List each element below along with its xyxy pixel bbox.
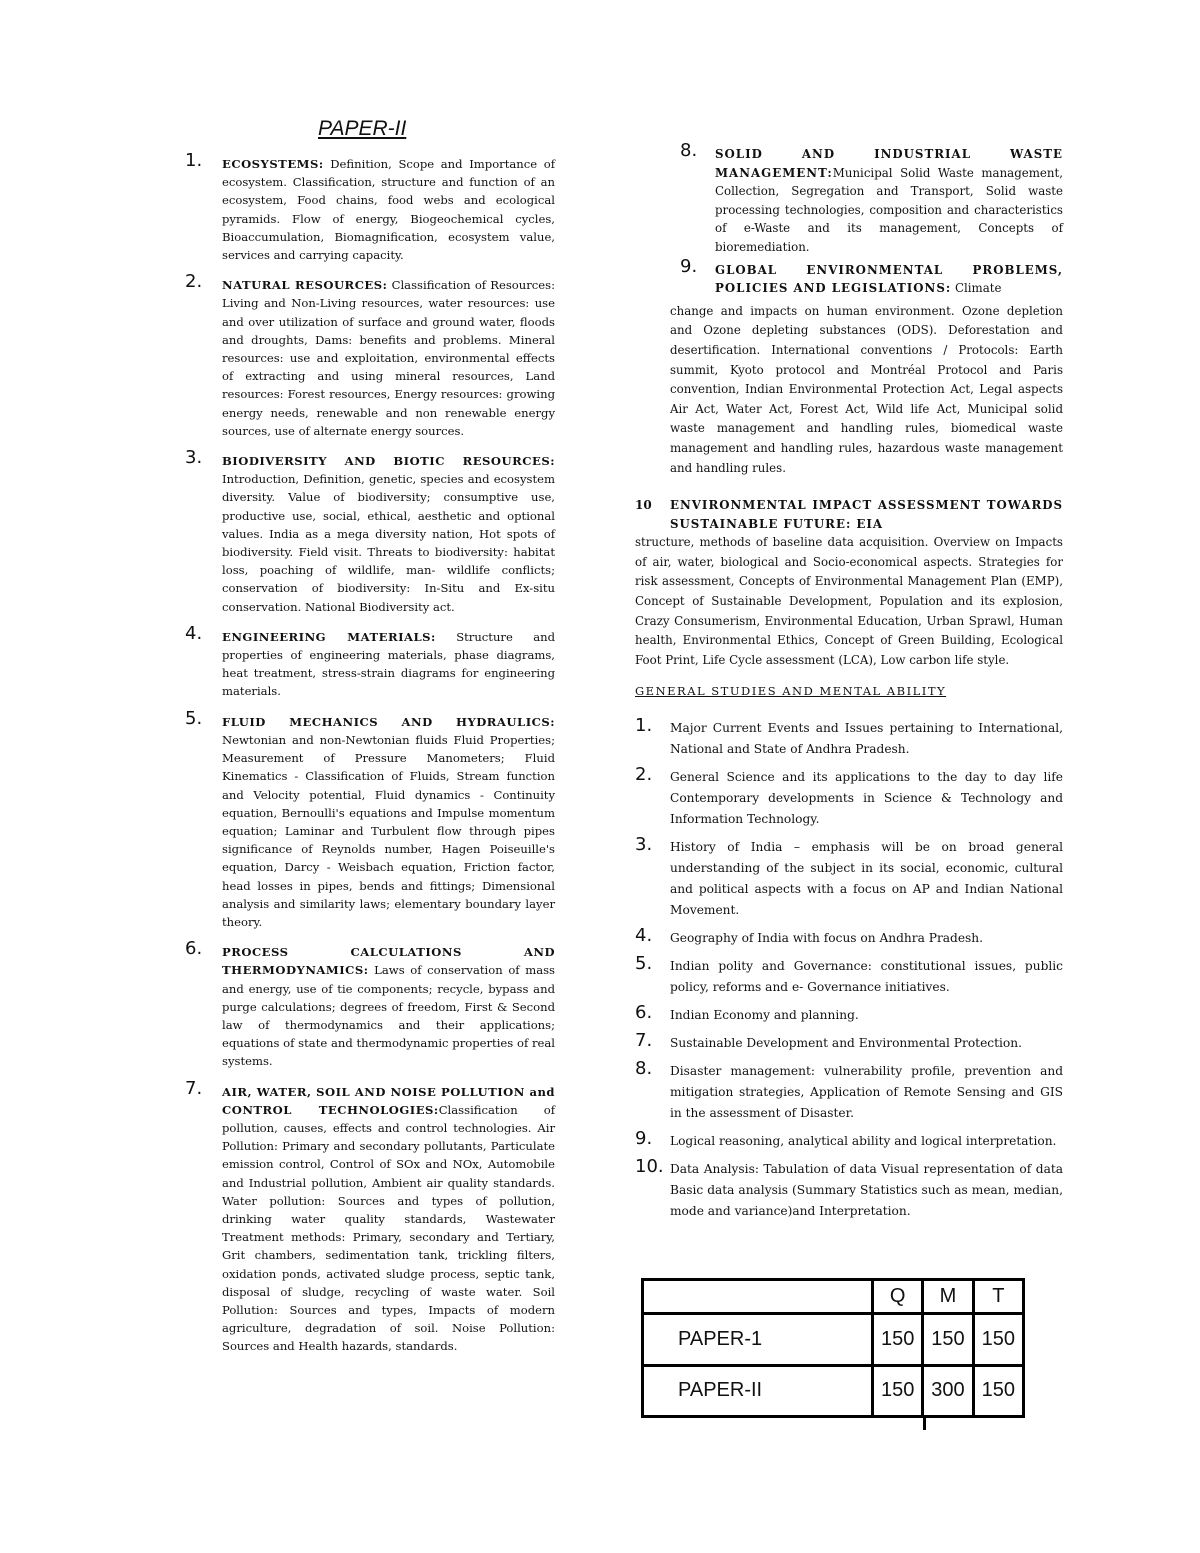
item-10 — [635, 496, 1063, 533]
item-text: Indian polity and Governance: constitutional issues, public policy, reforms and e- Governance initiatives. — [670, 959, 1063, 995]
item-number: 3. — [185, 447, 203, 469]
item-heading: ENGINEERING MATERIALS: — [222, 629, 436, 644]
general-studies-item — [635, 1030, 1063, 1054]
marks-header-row — [643, 1280, 1024, 1314]
general-studies-item — [635, 1058, 1063, 1124]
syllabus-item — [185, 447, 555, 616]
item-heading: GLOBAL ENVIRONMENTAL PROBLEMS, POLICIES AND LEGISLATIONS: — [715, 262, 1063, 296]
header-cell: Q — [873, 1280, 923, 1314]
item-body: Laws of conservation of mass and energy, use of tie components; recycle, bypass and purge calculations; degrees of freedom, First & Second law of thermodynamics and their applications; equations of state and thermodynamic properties of real systems. — [222, 963, 555, 1069]
item-text: Geography of India with focus on Andhra Pradesh. — [670, 931, 984, 946]
general-studies-item — [635, 764, 1063, 830]
m-cell: 150 — [923, 1314, 973, 1366]
header-cell — [643, 1280, 873, 1314]
item-number: 10. — [635, 1156, 664, 1178]
item-heading: FLUID MECHANICS AND HYDRAULICS: — [222, 714, 555, 729]
syllabus-item — [635, 255, 1063, 298]
item-body: Newtonian and non-Newtonian fluids Fluid Properties; Measurement of Pressure Manometers; Fluid Kinematics - Classification of Fluids, Stream function and Velocity potential, Fluid dynamics - Continuity equation, Bernoulli's equations and Impulse momentum equation; Laminar and Turbulent flow through pipes significance of Reynolds number, Hagen Poiseuille's equation, Darcy - Weisbach equation, Friction factor, head losses in pipes, bends and fittings; Dimensional analysis and similarity laws; elementary boundary layer theory. — [222, 732, 555, 929]
syllabus-item — [185, 622, 555, 701]
item-number: 5. — [635, 953, 653, 975]
item-text: Logical reasoning, analytical ability and logical interpretation. — [670, 1134, 1057, 1149]
t-cell: 150 — [973, 1365, 1023, 1417]
item-heading: PROCESS CALCULATIONS AND THERMODYNAMICS: — [222, 945, 555, 978]
header-cell: M — [923, 1280, 973, 1314]
general-studies-item — [635, 953, 1063, 998]
item-number: 3. — [635, 834, 653, 856]
row-label: PAPER-1 — [643, 1314, 873, 1366]
item-heading: BIODIVERSITY AND BIOTIC RESOURCES: — [222, 454, 555, 469]
marks-row — [643, 1314, 1024, 1366]
general-studies-title: GENERAL STUDIES AND MENTAL ABILITY — [635, 684, 947, 699]
item-text: History of India – emphasis will be on broad general understanding of the subject in its social, economic, cultural and political aspects with a focus on AP and Indian National Movement. — [670, 840, 1063, 918]
row-label: PAPER-II — [643, 1365, 873, 1417]
item-number: 5. — [185, 707, 203, 729]
t-cell: 150 — [973, 1314, 1023, 1366]
header-cell: T — [973, 1280, 1023, 1314]
item-heading: NATURAL RESOURCES: — [222, 278, 388, 293]
general-studies-item — [635, 1128, 1063, 1152]
general-studies-item — [635, 1156, 1063, 1222]
item-text: Data Analysis: Tabulation of data Visual representation of data Basic data analysis (Summary Statistics such as mean, median, mode and variance)and Interpretation. — [670, 1162, 1063, 1219]
q-cell: 150 — [873, 1314, 923, 1366]
item-heading: SOLID AND INDUSTRIAL WASTE MANAGEMENT: — [715, 147, 1063, 180]
item-number: 4. — [635, 925, 653, 947]
m-cell: 300 — [923, 1365, 973, 1417]
item-body: Definition, Scope and Importance of ecosystem. Classification, structure and function of an ecosystem, Food chains, food webs and ecological pyramids. Flow of energy, Biogeochemical cycles, Bioaccumulation, Biomagnification, ecosystem value, services and carrying capacity. — [222, 157, 555, 263]
item-number: 10 — [635, 498, 652, 513]
paper-title: PAPER-II — [318, 117, 407, 140]
item-number: 2. — [635, 764, 653, 786]
general-studies-item — [635, 925, 1063, 949]
item-body: Introduction, Definition, genetic, species and ecosystem diversity. Value of biodiversity; consumptive use, productive use, social, ethical, aesthetic and optional values. India as a mega diversity nation, Hot spots of biodiversity. Field visit. Threats to biodiversity: habitat loss, poaching of wildlife, man- wildlife conflicts; conservation of biodiversity: In-Situ and Ex-situ conservation. National Biodiversity act. — [222, 472, 555, 614]
item-body: Classification of pollution, causes, effects and control technologies. Air Pollution: Primary and secondary pollutants, Particulate emission control, Control of SOx and NOx, Automobile and Industrial pollution, Ambient air quality standards. Water pollution: Sources and types of pollution, drinking water quality standards, Wastewater Treatment methods: Primary, secondary and Tertiary, Grit chambers, sedimentation tank, trickling filters, oxidation ponds, activated sludge process, septic tank, disposal of sludge, recycling of waste water. Soil Pollution: Sources and types, Impacts of modern agriculture, degradation of soil. Noise Pollution: Sources and Health hazards, standards. — [222, 1102, 555, 1354]
general-studies-item — [635, 715, 1063, 760]
syllabus-item — [635, 140, 1063, 257]
item-number: 1. — [185, 150, 203, 171]
item-text: Indian Economy and planning. — [670, 1008, 859, 1023]
item-10-body: structure, methods of baseline data acquisition. Overview on Impacts of air, water, biological and Socio-economical aspects. Strategies for risk assessment, Concepts of Environmental Management Plan (EMP), Concept of Sustainable Development, Population and its explosion, Crazy Consumerism, Environmental Education, Urban Sprawl, Human health, Environmental Ethics, Concept of Green Building, Ecological Foot Print, Life Cycle assessment (LCA), Low carbon life style. — [635, 535, 1063, 667]
item-text: General Science and its applications to the day to day life Contemporary developments in Science & Technology and Information Technology. — [670, 770, 1063, 827]
item-heading: AIR, WATER, SOIL AND NOISE POLLUTION and CONTROL TECHNOLOGIES: — [222, 1084, 555, 1117]
marks-row — [643, 1365, 1024, 1417]
item-body: Classification of Resources: Living and Non-Living resources, water resources: use and over utilization of surface and ground water, floods and droughts, Dams: benefits and problems. Mineral resources: use and exploitation, environmental effects of extracting and using mineral resources, Land resources: Forest resources, Energy resources: growing energy needs, renewable and non renewable energy sources, use of alternate energy sources. — [222, 278, 556, 438]
item-number: 7. — [635, 1030, 653, 1052]
syllabus-item — [185, 1077, 555, 1356]
syllabus-item — [185, 707, 555, 931]
marks-table — [641, 1278, 1025, 1418]
syllabus-item — [185, 271, 556, 440]
item-heading: ENVIRONMENTAL IMPACT ASSESSMENT TOWARDS SUSTAINABLE FUTURE: EIA — [670, 498, 1063, 531]
item-body: Municipal Solid Waste management, Collection, Segregation and Transport, Solid waste processing technologies, composition and characteristics of e-Waste and its management, Concepts of bioremediation. — [715, 165, 1063, 254]
item-text: Major Current Events and Issues pertaining to International, National and State of Andhra Pradesh. — [670, 721, 1063, 757]
item-body: Structure and properties of engineering materials, phase diagrams, heat treatment, stress-strain diagrams for engineering materials. — [222, 629, 555, 699]
right-column — [635, 140, 1063, 1229]
left-column — [185, 150, 556, 1368]
general-studies-list — [635, 715, 1063, 1222]
syllabus-item — [185, 938, 555, 1070]
item-continuation: change and impacts on human environment. Ozone depletion and Ozone depleting substances (ODS). Deforestation and desertification. International conventions / Protocols: Earth summit, Kyoto protocol and Montréal Protocol and Paris convention, Indian Environmental Protection Act, Legal aspects Air Act, Water Act, Forest Act, Wild life Act, Municipal solid waste management and handling rules, biomedical waste management and handling rules, hazardous waste management and handling rules. — [670, 303, 1063, 475]
item-heading: ECOSYSTEMS: — [222, 157, 324, 171]
item-number: 6. — [185, 938, 203, 960]
syllabus-item — [185, 150, 555, 264]
item-number: 8. — [680, 140, 698, 161]
item-number: 4. — [185, 622, 203, 644]
item-body: Climate — [951, 281, 1002, 296]
general-studies-item — [635, 1002, 1063, 1026]
general-studies-item — [635, 834, 1063, 921]
item-number: 9. — [680, 255, 698, 277]
item-text: Sustainable Development and Environmental Protection. — [670, 1036, 1022, 1051]
item-number: 7. — [185, 1077, 203, 1099]
item-number: 9. — [635, 1128, 653, 1150]
item-text: Disaster management: vulnerability profile, prevention and mitigation strategies, Application of Remote Sensing and GIS in the assessment of Disaster. — [670, 1064, 1063, 1121]
item-number: 2. — [185, 271, 203, 293]
q-cell: 150 — [873, 1365, 923, 1417]
table-tick-mark — [923, 1418, 926, 1430]
item-number: 1. — [635, 715, 653, 737]
item-number: 6. — [635, 1002, 653, 1024]
item-number: 8. — [635, 1058, 653, 1080]
